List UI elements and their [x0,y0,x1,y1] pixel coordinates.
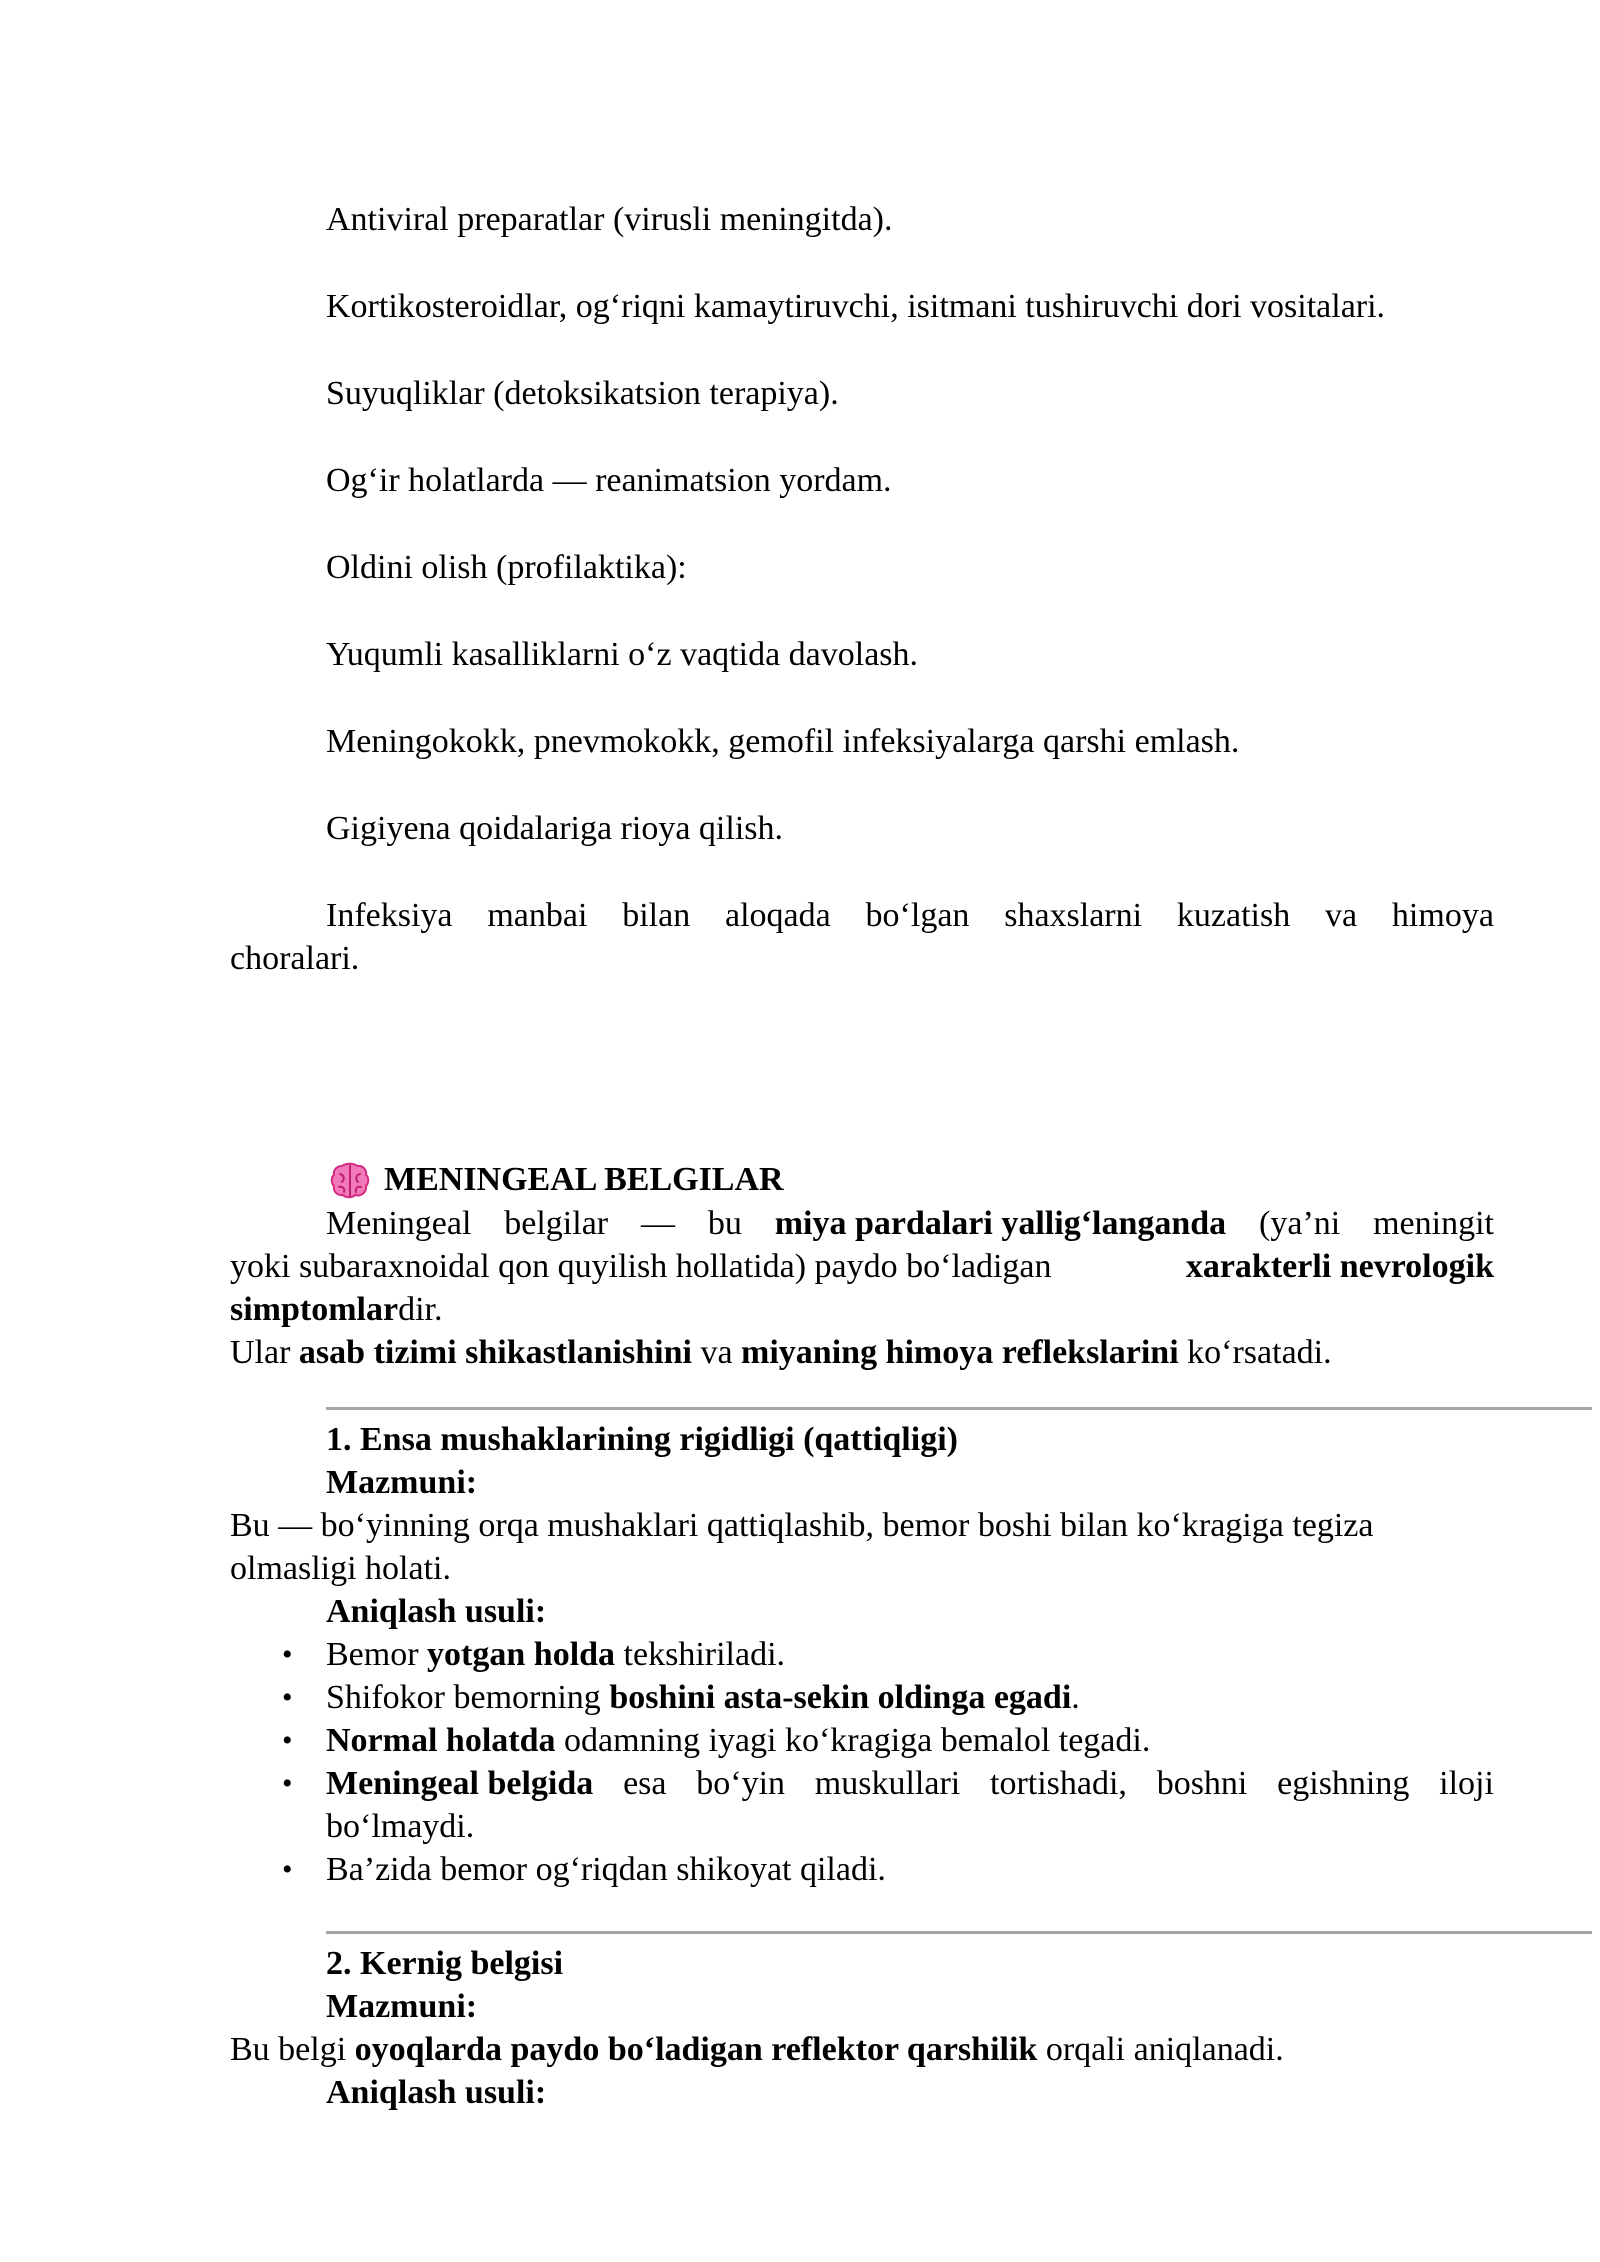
bold-phrase: xarakterli nevrologik [1185,1248,1494,1285]
intro-line4 [230,1331,1332,1374]
bold-phrase: miya pardalari yallig‘langanda [774,1205,1227,1242]
word: Infeksiya [326,897,453,934]
bold-phrase: boshini asta-sekin oldinga egadi [609,1679,1072,1716]
bullet-dot: • [282,1724,293,1757]
sign1-method-label: Aniqlash usuli: [326,1593,547,1630]
bold-phrase: simptomlar [230,1291,399,1328]
sign1-content-line2: olmasligi holati. [230,1550,451,1587]
text-run: Bemor [326,1636,419,1673]
prevention-item-1: Yuqumli kasalliklarni o‘z vaqtida davolash. [326,636,919,673]
prevention-item-3: Gigiyena qoidalariga rioya qilish. [326,810,783,847]
text-run: tekshiriladi. [623,1636,786,1673]
text-run: Ular [230,1334,291,1371]
intro-line3 [230,1288,443,1331]
word: bu [707,1205,742,1242]
word: himoya [1391,897,1494,934]
treatment-severe: Og‘ir holatlarda — reanimatsion yordam. [326,462,892,499]
text-run: yoki subaraxnoidal qon quyilish hollatida) paydo bo‘ladigan [230,1248,1052,1285]
sign1-bullet-3 [326,1719,1150,1762]
text-run: dir. [398,1291,443,1328]
text-run: Shifokor bemorning [326,1679,601,1716]
text-run: va [700,1334,733,1371]
word: esa [623,1765,667,1802]
bullet-dot: • [282,1638,293,1671]
text-run: ko‘rsatadi. [1187,1334,1332,1371]
bold-phrase: Normal holatda [326,1722,556,1759]
text-run: . [1071,1679,1080,1716]
word: tortishadi, [990,1765,1127,1802]
bold-phrase: miyaning himoya reflekslarini [741,1334,1179,1371]
bold-phrase: asab tizimi shikastlanishini [298,1334,692,1371]
sign1-bullet-2 [326,1676,1080,1719]
prevention-contacts-line2: choralari. [230,940,360,977]
sign2-content-label: Mazmuni: [326,1988,478,2025]
sign1-title: 1. Ensa mushaklarining rigidligi (qattiqligi) [326,1421,958,1458]
word: aloqada [725,897,831,934]
bullet-dot: • [282,1853,293,1886]
word: bo‘lgan [865,897,970,934]
sign2-title: 2. Kernig belgisi [326,1945,564,1982]
sign1-content-line1: Bu — bo‘yinning orqa mushaklari qattiqlashib, bemor boshi bilan ko‘kragiga tegiza [230,1507,1374,1544]
text-run: odamning iyagi ko‘kragiga bemalol tegadi. [564,1722,1151,1759]
word: iloji [1439,1765,1494,1802]
prevention-heading: Oldini olish (profilaktika): [326,549,687,586]
intro-line2 [230,1245,1494,1288]
divider [326,1407,1592,1410]
word: kuzatish [1176,897,1291,934]
word: va [1325,897,1358,934]
word: meningit [1373,1205,1494,1242]
sign1-bullet-4 [326,1762,1494,1805]
text-run: Bu belgi [230,2031,347,2068]
text-run: orqali aniqlanadi. [1045,2031,1284,2068]
bullet-dot: • [282,1767,293,1800]
treatment-antiviral: Antiviral preparatlar (virusli meningitda). [326,201,893,238]
sign1-bullet-1 [326,1633,785,1676]
word: bo‘yin [696,1765,786,1802]
divider [326,1931,1592,1934]
bold-phrase: oyoqlarda paydo bo‘ladigan reflektor qarshilik [354,2031,1038,2068]
word: belgilar [504,1205,609,1242]
sign1-bullet-4-cont: bo‘lmaydi. [326,1808,475,1845]
word: muskullari [814,1765,961,1802]
sign2-content [230,2028,1284,2071]
section-title: MENINGEAL BELGILAR [384,1161,784,1198]
sign2-method-label: Aniqlash usuli: [326,2074,547,2111]
prevention-item-2: Meningokokk, pnevmokokk, gemofil infeksiyalarga qarshi emlash. [326,723,1240,760]
word: manbai [487,897,588,934]
treatment-corticosteroids: Kortikosteroidlar, og‘riqni kamaytiruvchi, isitmani tushiruvchi dori vositalari. [326,288,1386,325]
word: — [640,1205,675,1242]
prevention-contacts-line1 [326,894,1494,937]
bold-phrase: Meningeal belgida [326,1765,594,1802]
word: Meningeal [326,1205,472,1242]
intro-line1 [326,1202,1494,1245]
bullet-dot: • [282,1681,293,1714]
bold-phrase: yotgan holda [427,1636,616,1673]
word: shaxslarni [1004,897,1143,934]
brain-icon [330,1162,370,1200]
word: bilan [622,897,691,934]
sign1-content-label: Mazmuni: [326,1464,478,1501]
word: boshni [1156,1765,1248,1802]
treatment-fluids: Suyuqliklar (detoksikatsion terapiya). [326,375,839,412]
word: egishning [1277,1765,1410,1802]
sign1-bullet-5: Ba’zida bemor og‘riqdan shikoyat qiladi. [326,1851,886,1888]
word: (ya’ni [1259,1205,1341,1242]
